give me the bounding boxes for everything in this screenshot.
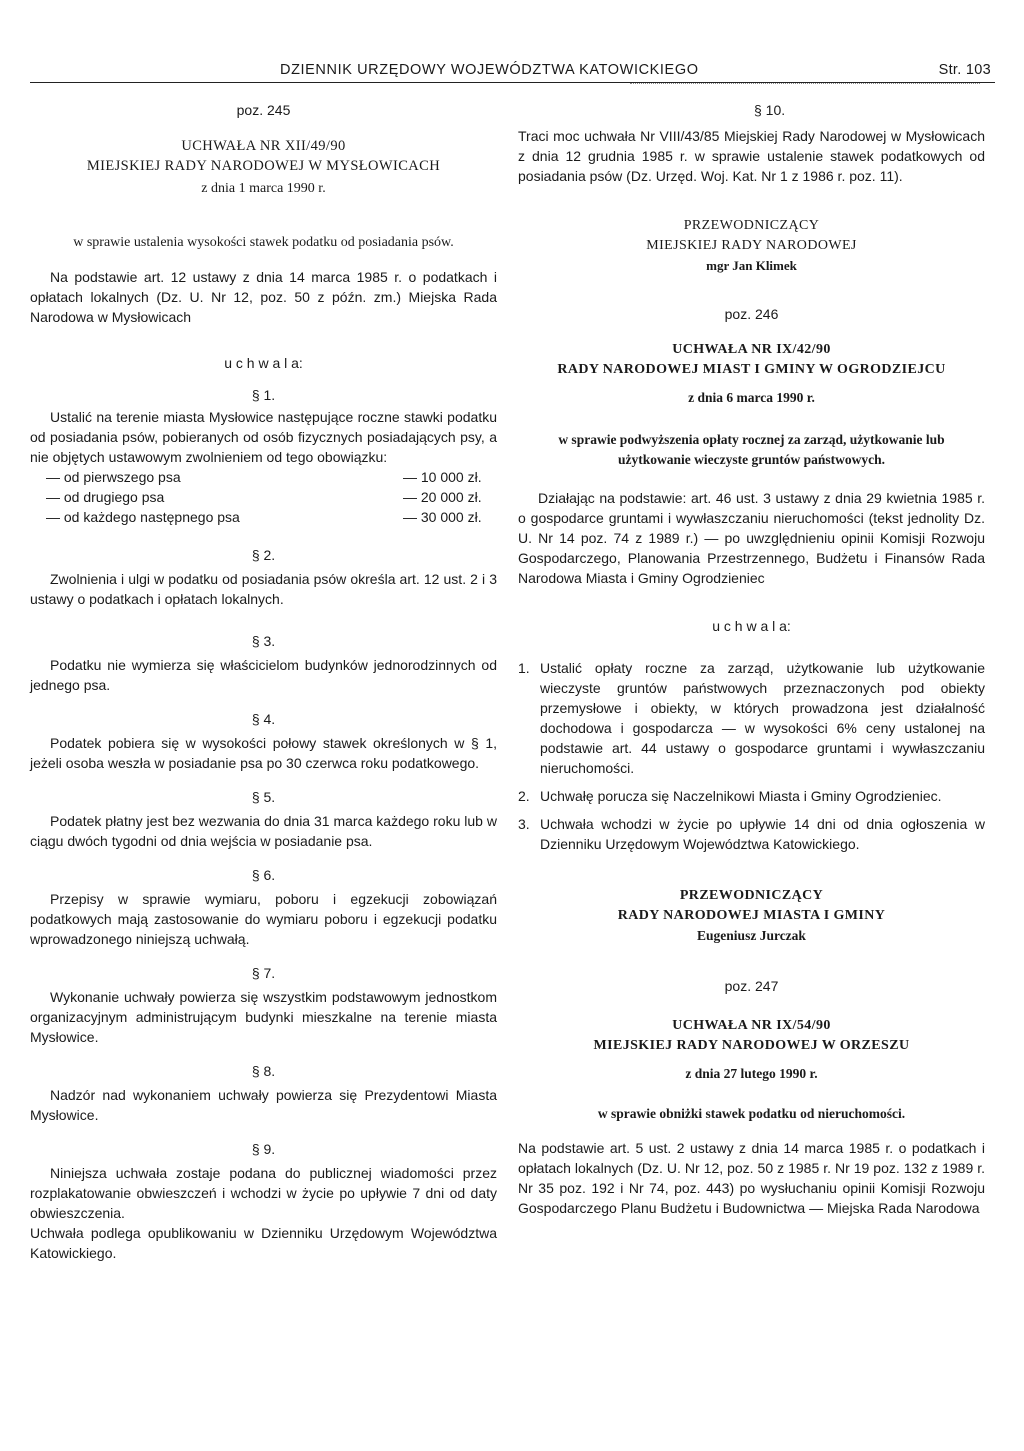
section-6-text: Przepisy w sprawie wymiaru, poboru i egzekucji zobowiązań podatkowych mają zastosowanie do wymiaru poboru i egzekucji podatku wprowadzonego niniejszą uchwałą. [30, 891, 497, 947]
section-9-text: Niniejsza uchwała zostaje podana do publicznej wiadomości przez rozplakatowanie obwieszczeń i wchodzi w życie po upływie 7 dni od daty obwieszczenia. [30, 1165, 497, 1221]
section-4-text: Podatek pobiera się w wysokości połowy stawek określonych w § 1, jeżeli osoba weszła w posiadanie psa po 30 czerwca roku podatkowego. [30, 735, 497, 771]
section-7-text: Wykonanie uchwały powierza się wszystkim podstawowym jednostkom organizacyjnym administrującym budynki mieszkalne na terenie miasta Mysłowice. [30, 989, 497, 1045]
tariff-row: — od każdego następnego psa — 30 000 zł. [46, 509, 482, 525]
section-6-heading: § 6. [251, 867, 276, 883]
section-8-text: Nadzór nad wykonaniem uchwały powierza się Prezydentowi Miasta Mysłowice. [30, 1087, 497, 1123]
journal-title: DZIENNIK URZĘDOWY WOJEWÓDZTWA KATOWICKIEGO [280, 62, 699, 78]
right-column [518, 100, 985, 1218]
signatory-name: Eugeniusz Jurczak [697, 928, 806, 943]
signatory-name: mgr Jan Klimek [706, 258, 797, 273]
resolution-date: z dnia 1 marca 1990 r. [201, 181, 326, 196]
resolves-heading: u c h w a l a: [224, 355, 303, 371]
signature-title: PRZEWODNICZĄCY [679, 888, 824, 903]
page-number: Str. 103 [938, 62, 991, 78]
preamble: Działając na podstawie: art. 46 ust. 3 ustawy z dnia 29 kwietnia 1985 r. o gospodarce gruntami i wywłaszczaniu nieruchomości (tekst jednolity Dz. U. Nr 14 poz. 74 z 1989 r.) — po uwzględnieniu opinii Komisji Rozwoju Gospodarczego, Planowania Przestrzennego, Budżetu i Finansów Rada Narodowa Miasta i Gminy Ogrodzieniec [518, 490, 985, 586]
resolution-date: z dnia 27 lutego 1990 r. [685, 1066, 818, 1081]
section-2-heading: § 2. [251, 547, 276, 563]
resolves-heading: u c h w a l a: [712, 618, 791, 634]
header-rule-faint [630, 83, 980, 84]
resolution-subject: w sprawie podwyższenia opłaty rocznej za zarząd, użytkowanie lub użytkowanie wieczyste gruntów państwowych. [558, 432, 945, 467]
position-number: poz. 247 [724, 978, 779, 994]
resolution-council: RADY NARODOWEJ MIAST I GMINY W OGRODZIEJCU [557, 362, 946, 377]
section-5-text: Podatek płatny jest bez wezwania do dnia 31 marca każdego roku lub w ciągu dwóch tygodni od dnia wejścia w posiadanie psa. [30, 813, 497, 849]
section-7-heading: § 7. [251, 965, 276, 981]
position-number: poz. 245 [236, 102, 291, 118]
tariff-row: — od drugiego psa — 20 000 zł. [46, 489, 482, 505]
resolution-title: UCHWAŁA NR XII/49/90 [181, 138, 346, 154]
section-3-text: Podatku nie wymierza się właścicielom budynków jednorodzinnych od jednego psa. [30, 657, 497, 693]
tariff-row: — od pierwszego psa — 10 000 zł. [46, 469, 482, 485]
section-8-heading: § 8. [251, 1063, 276, 1079]
signature-title: PRZEWODNICZĄCY [683, 218, 820, 233]
resolution-item: 1. Ustalić opłaty roczne za zarząd, użytkowanie lub użytkowanie wieczyste gruntów państwowych przeznaczonych pod obiekty przemysłowe i obiekty, w których prowadzona jest działalność dochodowa i gospodarcza — w wysokości 6% ceny ustalonej na podstawie art. 44 ustawy o gospodarce gruntami i wywłaszczaniu nieruchomości. [518, 660, 985, 776]
page-header [30, 62, 995, 86]
position-number: poz. 246 [724, 306, 779, 322]
resolution-title: UCHWAŁA NR IX/42/90 [672, 342, 831, 357]
resolution-subject: w sprawie ustalenia wysokości stawek podatku od posiadania psów. [73, 235, 454, 250]
resolution-subject: w sprawie obniżki stawek podatku od nieruchomości. [597, 1106, 906, 1121]
section-9-publication: Uchwała podlega opublikowaniu w Dzienniku Urzędowym Województwa Katowickiego. [30, 1225, 497, 1261]
preamble: Na podstawie art. 12 ustawy z dnia 14 marca 1985 r. o podatkach i opłatach lokalnych (Dz. U. Nr 12, poz. 50 z późn. zm.) Miejska Rada Narodowa w Mysłowicach [30, 269, 497, 325]
signature-body: RADY NARODOWEJ MIASTA I GMINY [617, 908, 886, 923]
section-2-text: Zwolnienia i ulgi w podatku od posiadania psów określa art. 12 ust. 2 i 3 ustawy o podatkach i opłatach lokalnych. [30, 571, 497, 607]
section-9-heading: § 9. [251, 1141, 276, 1157]
signature-body: MIEJSKIEJ RADY NARODOWEJ [646, 238, 857, 253]
section-5-heading: § 5. [251, 789, 276, 805]
resolution-item: 3. Uchwała wchodzi w życie po upływie 14 dni od dnia ogłoszenia w Dzienniku Urzędowym Województwa Katowickiego. [518, 816, 985, 852]
section-10-heading: § 10. [754, 102, 786, 118]
left-column [30, 100, 497, 1263]
section-1-heading: § 1. [251, 387, 276, 403]
resolution-title: UCHWAŁA NR IX/54/90 [672, 1018, 831, 1033]
resolution-date: z dnia 6 marca 1990 r. [688, 390, 815, 405]
resolution-council: MIEJSKIEJ RADY NARODOWEJ W ORZESZU [593, 1038, 910, 1053]
section-3-heading: § 3. [251, 633, 276, 649]
preamble: Na podstawie art. 5 ust. 2 ustawy z dnia 14 marca 1985 r. o podatkach i opłatach lokalnych (Dz. U. Nr 12, poz. 50 z 1985 r. Nr 19 poz. 132 z 1989 r. Nr 35 poz. 192 i Nr 74, poz. 443) po wysłuchaniu opinii Komisji Rozwoju Gospodarczego Planu Budżetu i Budownictwa — Miejska Rada Narodowa [518, 1140, 985, 1216]
resolution-item: 2. Uchwałę porucza się Naczelnikowi Miasta i Gminy Ogrodzieniec. [518, 788, 942, 804]
resolution-council: MIEJSKIEJ RADY NARODOWEJ W MYSŁOWICACH [86, 158, 441, 174]
section-4-heading: § 4. [251, 711, 276, 727]
section-10-text: Traci moc uchwała Nr VIII/43/85 Miejskiej Rady Narodowej w Mysłowicach z dnia 12 grudnia 1985 r. w sprawie ustalenie stawek podatkowych od posiadania psów (Dz. Urzęd. Woj. Kat. Nr 1 z 1986 r. poz. 11). [518, 128, 985, 184]
section-1-text: Ustalić na terenie miasta Mysłowice następujące roczne stawki podatku od posiadania psów, pobieranych od osób fizycznych posiadających psy, a nie objętych ustawowym zwolnieniem od tego obowiązku: [30, 409, 497, 465]
